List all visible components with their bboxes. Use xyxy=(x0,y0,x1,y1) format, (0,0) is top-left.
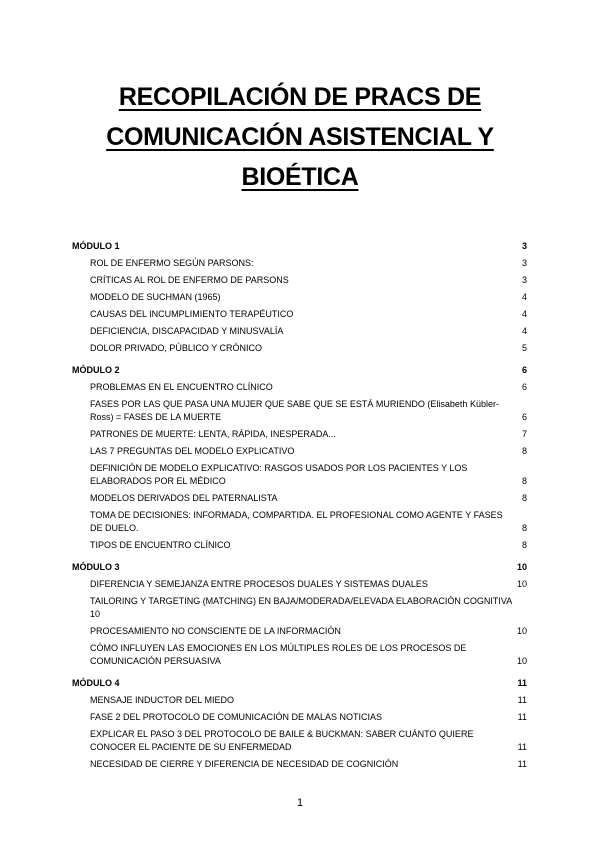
title-line-3: BIOÉTICA xyxy=(241,163,359,191)
toc-entry-page: 11 xyxy=(517,742,527,752)
toc-entry-text: CÓMO INFLUYEN LAS EMOCIONES EN LOS MÚLTIPLES ROLES DE LOS PROCESOS DE COMUNICACIÓN PERSUASIVA xyxy=(90,643,467,666)
toc-entry-page: 7 xyxy=(521,429,527,439)
page-number: 1 xyxy=(296,797,304,809)
toc-entry-page: 6 xyxy=(521,382,527,392)
toc-entry-page: 6 xyxy=(521,412,527,422)
toc-entry-text: PATRONES DE MUERTE: LENTA, RÁPIDA, INESPERADA... xyxy=(90,429,336,439)
toc-entry-text: MENSAJE INDUCTOR DEL MIEDO xyxy=(90,695,235,705)
toc-entry[interactable] xyxy=(72,308,527,321)
title-line-1: RECOPILACIÓN DE PRACS DE xyxy=(118,83,482,111)
toc-module-page: 3 xyxy=(521,241,527,251)
toc-entry-page: 11 xyxy=(517,695,527,705)
toc-entry[interactable] xyxy=(72,381,527,394)
table-of-contents xyxy=(72,240,527,775)
toc-entry-text: DEFICIENCIA, DISCAPACIDAD Y MINUSVALÍA xyxy=(90,326,284,336)
toc-entry-page: 10 xyxy=(516,656,527,666)
toc-entry[interactable] xyxy=(72,342,527,355)
title-line-2: COMUNICACIÓN ASISTENCIAL Y xyxy=(106,123,494,151)
toc-entry-page: 8 xyxy=(521,476,527,486)
toc-entry-page: 11 xyxy=(517,759,527,769)
toc-entry-page: 8 xyxy=(521,493,527,503)
toc-entry[interactable] xyxy=(72,325,527,338)
toc-module-label: MÓDULO 3 xyxy=(72,562,120,572)
toc-entry-page: 11 xyxy=(517,712,527,722)
toc-entry[interactable] xyxy=(72,445,527,458)
toc-entry-text: DOLOR PRIVADO, PÚBLICO Y CRÓNICO xyxy=(90,343,263,353)
toc-entry-text: ROL DE ENFERMO SEGÚN PARSONS: xyxy=(90,258,254,268)
toc-entry-text: EXPLICAR EL PASO 3 DEL PROTOCOLO DE BAILE & BUCKMAN: SABER CUÁNTO QUIERE CONOCER EL PACIENTE DE SU ENFERMEDAD xyxy=(90,729,474,752)
toc-entry[interactable] xyxy=(72,291,527,304)
toc-entry[interactable] xyxy=(72,492,527,505)
toc-module-heading[interactable] xyxy=(72,561,527,574)
toc-entry-page: 10 xyxy=(516,579,527,589)
toc-entry[interactable] xyxy=(72,758,527,771)
toc-entry[interactable] xyxy=(72,595,527,621)
toc-entry-text: PROBLEMAS EN EL ENCUENTRO CLÍNICO xyxy=(90,382,273,392)
toc-entry[interactable] xyxy=(72,625,527,638)
toc-entry-page: 8 xyxy=(521,446,527,456)
toc-entry-text: FASES POR LAS QUE PASA UNA MUJER QUE SABE QUE SE ESTÁ MURIENDO (Elisabeth Kübler-Ross) = FASES DE LA MUERTE xyxy=(90,399,499,422)
toc-module-label: MÓDULO 4 xyxy=(72,678,120,688)
toc-entry-text: MODELO DE SUCHMAN (1965) xyxy=(90,292,221,302)
toc-module-heading[interactable] xyxy=(72,677,527,690)
toc-entry[interactable] xyxy=(72,274,527,287)
toc-entry-page: 3 xyxy=(521,275,527,285)
toc-entry-page: 10 xyxy=(516,626,527,636)
toc-entry-text: TIPOS DE ENCUENTRO CLÍNICO xyxy=(90,540,231,550)
toc-module-label: MÓDULO 2 xyxy=(72,365,120,375)
toc-entry[interactable] xyxy=(72,257,527,270)
toc-entry[interactable] xyxy=(72,462,527,488)
toc-entry-text: FASE 2 DEL PROTOCOLO DE COMUNICACIÓN DE MALAS NOTICIAS xyxy=(90,712,383,722)
toc-entry-text: TAILORING Y TARGETING (MATCHING) EN BAJA/MODERADA/ELEVADA ELABORACIÓN COGNITIVA xyxy=(90,596,513,606)
toc-entry-text: NECESIDAD DE CIERRE Y DIFERENCIA DE NECESIDAD DE COGNICIÓN xyxy=(90,759,399,769)
toc-entry-text: PROCESAMIENTO NO CONSCIENTE DE LA INFORMACIÓN xyxy=(90,626,341,636)
toc-entry[interactable] xyxy=(72,711,527,724)
toc-entry[interactable] xyxy=(72,509,527,535)
toc-entry-text: CAUSAS DEL INCUMPLIMIENTO TERAPÉUTICO xyxy=(90,309,294,319)
toc-entry[interactable] xyxy=(72,578,527,591)
toc-entry-text: DEFINICIÓN DE MODELO EXPLICATIVO: RASGOS USADOS POR LOS PACIENTES Y LOS ELABORADOS POR EL MÉDICO xyxy=(90,463,468,486)
toc-entry-page: 5 xyxy=(521,343,527,353)
toc-entry-page: 4 xyxy=(521,292,527,302)
toc-module-heading[interactable] xyxy=(72,240,527,253)
toc-entry-page: 4 xyxy=(521,326,527,336)
toc-entry-text: DIFERENCIA Y SEMEJANZA ENTRE PROCESOS DUALES Y SISTEMAS DUALES xyxy=(90,579,428,589)
toc-entry[interactable] xyxy=(72,642,527,668)
toc-entry[interactable] xyxy=(72,728,527,754)
toc-entry[interactable] xyxy=(72,428,527,441)
toc-entry[interactable] xyxy=(72,694,527,707)
toc-entry[interactable] xyxy=(72,539,527,552)
toc-entry-page: 3 xyxy=(521,258,527,268)
toc-entry-text: TOMA DE DECISIONES: INFORMADA, COMPARTIDA. EL PROFESIONAL COMO AGENTE Y FASES DE DUELO. xyxy=(90,510,503,533)
toc-module-page: 6 xyxy=(521,365,527,375)
toc-entry[interactable] xyxy=(72,398,527,424)
toc-entry-page: 8 xyxy=(521,523,527,533)
toc-entry-page: 8 xyxy=(521,540,527,550)
toc-module-label: MÓDULO 1 xyxy=(72,241,120,251)
toc-entry-text: LAS 7 PREGUNTAS DEL MODELO EXPLICATIVO xyxy=(90,446,295,456)
document-title xyxy=(60,77,540,197)
toc-module-page: 11 xyxy=(517,678,527,688)
toc-entry-page: 10 xyxy=(90,609,101,619)
toc-entry-text: CRÍTICAS AL ROL DE ENFERMO DE PARSONS xyxy=(90,275,289,285)
toc-entry-page: 4 xyxy=(521,309,527,319)
toc-entry-text: MODELOS DERIVADOS DEL PATERNALISTA xyxy=(90,493,278,503)
toc-module-page: 10 xyxy=(516,562,527,572)
toc-module-heading[interactable] xyxy=(72,364,527,377)
